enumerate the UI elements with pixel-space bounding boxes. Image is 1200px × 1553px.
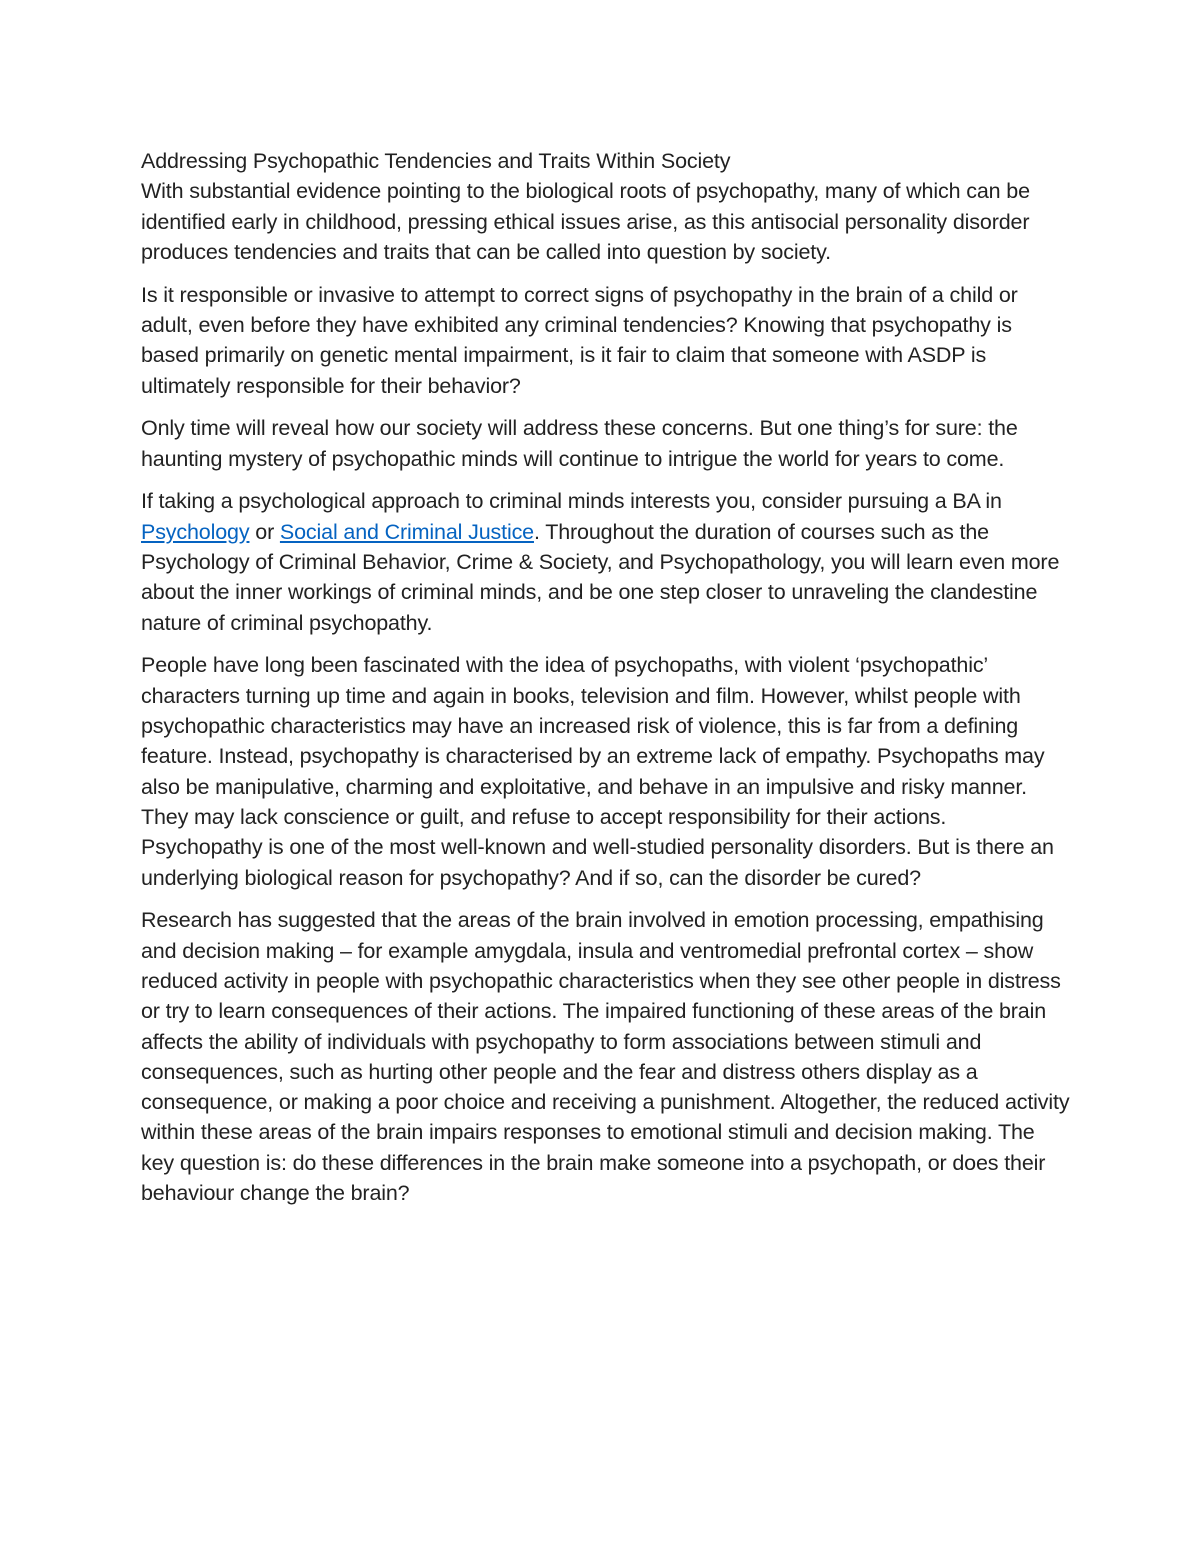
paragraph-study-programs xyxy=(141,486,1071,637)
social-criminal-justice-link[interactable]: Social and Criminal Justice xyxy=(279,519,534,544)
paragraph-text: or xyxy=(249,519,280,544)
psychology-link[interactable]: Psychology xyxy=(141,519,250,544)
paragraph-intro: With substantial evidence pointing to the biological roots of psychopathy, many of which can be identified early in childhood, pressing ethical issues arise, as this antisocial personality disorder produces tendencies and traits that can be called into question by society. xyxy=(141,179,1030,264)
paragraph-text: If taking a psychological approach to criminal minds interests you, consider pursuing a BA in xyxy=(141,489,1002,514)
paragraph-brain-research: Research has suggested that the areas of the brain involved in emotion processing, empathising and decision making – for example amygdala, insula and ventromedial prefrontal cortex – show reduced activity in people with psychopathic characteristics when they see other people in distress or try to learn consequences of their actions. The impaired functioning of these areas of the brain affects the ability of individuals with psychopathy to form associations between stimuli and consequences, such as hurting other people and the fear and distress others display as a consequence, or making a poor choice and receiving a punishment. Altogether, the reduced activity within these areas of the brain impairs responses to emotional stimuli and decision making. The key question is: do these differences in the brain make someone into a psychopath, or does their behaviour change the brain? xyxy=(141,908,1070,1205)
document-page xyxy=(141,146,1071,1221)
paragraph-text: . Throughout the duration of courses such as the Psychology of Criminal Behavior, Crime & Society, and Psychopathology, you will learn even more about the inner workings of criminal minds, and be one step closer to unraveling the clandestine nature of criminal psychopathy. xyxy=(141,519,1060,635)
paragraph-conclusion: Only time will reveal how our society will address these concerns. But one thing’s for sure: the haunting mystery of psychopathic minds will continue to intrigue the world for years to come. xyxy=(141,416,1018,471)
document-title: Addressing Psychopathic Tendencies and Traits Within Society xyxy=(141,149,731,173)
paragraph-psychopath-traits: People have long been fascinated with the idea of psychopaths, with violent ‘psychopathic’ characters turning up time and again in books, television and film. However, whilst people with psychopathic characteristics may have an increased risk of violence, this is far from a defining feature. Instead, psychopathy is characterised by an extreme lack of empathy. Psychopaths may also be manipulative, charming and exploitative, and behave in an impulsive and risky manner. They may lack conscience or guilt, and refuse to accept responsibility for their actions. Psychopathy is one of the most well-known and well-studied personality disorders. But is there an underlying biological reason for psychopathy? And if so, can the disorder be cured? xyxy=(141,653,1054,890)
paragraph-ethical-questions: Is it responsible or invasive to attempt to correct signs of psychopathy in the brain of a child or adult, even before they have exhibited any criminal tendencies? Knowing that psychopathy is based primarily on genetic mental impairment, is it fair to claim that someone with ASDP is ultimately responsible for their behavior? xyxy=(141,282,1018,398)
